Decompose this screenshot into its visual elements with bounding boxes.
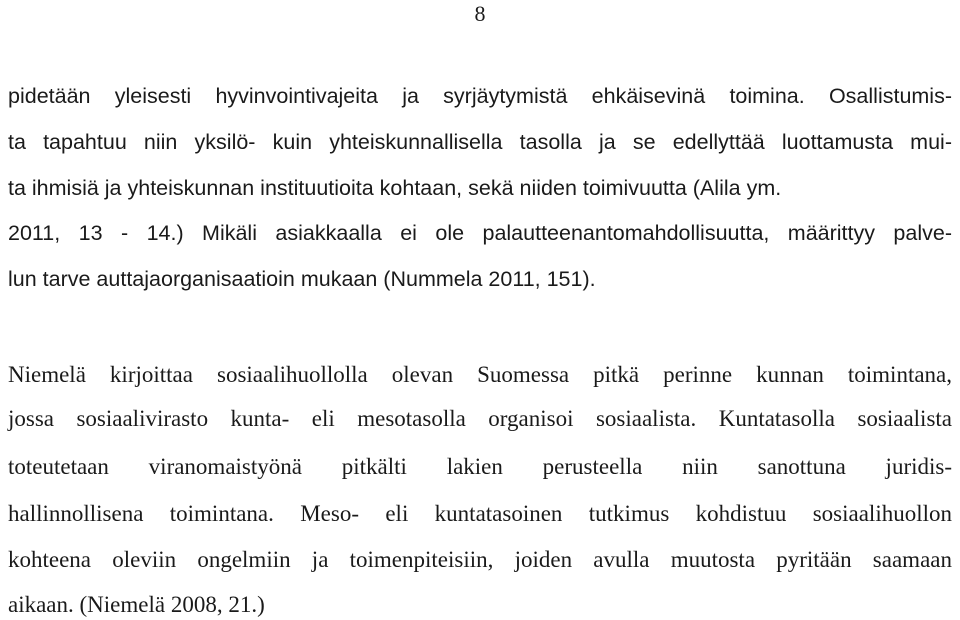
paragraph-2-line: aikaan. (Niemelä 2008, 21.) [8,592,265,617]
paragraph-1-line: lun tarve auttajaorganisaatioin mukaan (Nummela 2011, 151). [8,267,596,291]
paragraph-2-line: hallinnollisena toimintana. Meso- eli kuntatasoinen tutkimus kohdistuu sosiaalihuollon [8,501,952,526]
paragraph-2-line: toteutetaan viranomaistyönä pitkälti lakien perusteella niin sanottuna juridis- [8,454,952,479]
paragraph-2-line: Niemelä kirjoittaa sosiaalihuollolla olevan Suomessa pitkä perinne kunnan toimintana, [8,362,952,387]
page-number: 8 [474,1,486,26]
paragraph-1-line: ta tapahtuu niin yksilö- kuin yhteiskunnallisella tasolla ja se edellyttää luottamusta mui- [8,130,952,154]
paragraph-1-line: 2011, 13 - 14.) Mikäli asiakkaalla ei ole palautteenantomahdollisuutta, määrittyy palve- [8,221,952,245]
paragraph-2-line: kohteena oleviin ongelmiin ja toimenpiteisiin, joiden avulla muutosta pyritään saamaan [8,547,952,572]
paragraph-1-line: pidetään yleisesti hyvinvointivajeita ja syrjäytymistä ehkäisevinä toimina. Osallistumis- [8,84,952,108]
paragraph-1-line: ta ihmisiä ja yhteiskunnan instituutioita kohtaan, sekä niiden toimivuutta (Alila ym. [8,176,782,200]
paragraph-2-line: jossa sosiaalivirasto kunta- eli mesotasolla organisoi sosiaalista. Kuntatasolla sosiaalista [8,406,952,431]
